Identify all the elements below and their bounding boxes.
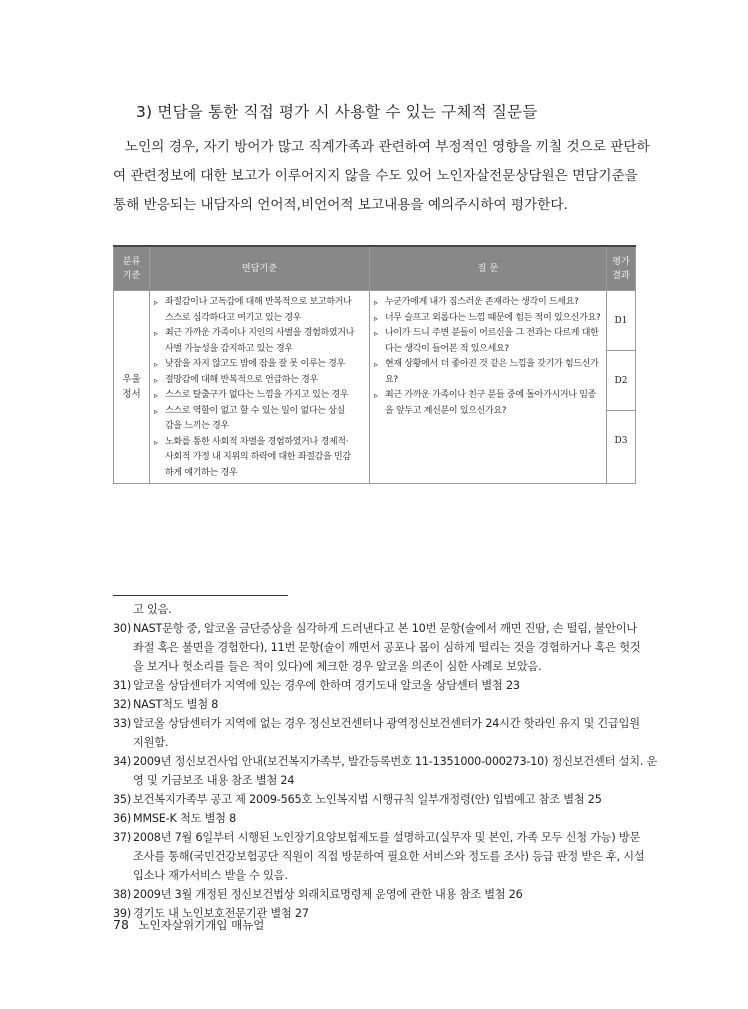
- footnote-number: 30): [113, 622, 132, 635]
- category-cell: [114, 291, 150, 484]
- criteria-item-line: ▹ 스스로 탈출구가 없다는 느낌을 가지고 있는 경우: [165, 390, 349, 400]
- criteria-item: [154, 326, 365, 357]
- questions-item: [374, 295, 602, 311]
- result-d1: D1: [607, 291, 635, 351]
- footnote-line: 알코올 상담센터가 지역에 없는 경우 정신보건센터나 광역정신보건센터가 24시간 핫라인 유지 및 긴급입원: [133, 717, 640, 730]
- header-questions: 질 문: [370, 246, 607, 291]
- criteria-item: [154, 357, 365, 373]
- footnote-line: 지원함.: [133, 736, 169, 749]
- criteria-item-line: 하게 얘기하는 경우: [165, 467, 238, 478]
- header-category-line: 분류: [122, 255, 141, 267]
- footnote-number: 33): [113, 717, 132, 730]
- footnote-line: 조사를 통해(국민건강보험공단 직원이 직접 방문하여 필요한 서비스와 정도를 조사) 등급 판정 받은 후, 시설: [133, 850, 645, 863]
- paragraph-line: 여 관련정보에 대한 보고가 이루어지지 않을 수도 있어 노인자살전문상담원은 면담기준을: [113, 168, 638, 184]
- paragraph-line: 노인의 경우, 자기 방어가 많고 직계가족과 관련하여 부정적인 영향을 끼칠 것으로 판단하: [125, 139, 650, 155]
- footnote-line: 입소나 재가서비스 받을 수 있음.: [133, 869, 288, 882]
- footnote-line: 영 및 기금보조 내용 참조 별첨 24: [133, 774, 295, 787]
- footnote-line: 2009년 3월 개정된 정신보건법상 외래치료명령제 운영에 관한 내용 참조 별첨 26: [133, 888, 523, 901]
- footnote-line: MMSE-K 척도 별첨 8: [133, 812, 237, 825]
- questions-item-line: 다는 생각이 들어본 적 있으세요?: [385, 343, 509, 354]
- footnote-number: 35): [113, 793, 132, 806]
- footnote-line: 고 있음.: [133, 603, 172, 616]
- questions-item: [374, 388, 602, 419]
- criteria-item: [154, 295, 365, 326]
- questions-item-line: ▹ 최근 가까운 가족이나 친구 분들 중에 돌아가시거나 임종: [385, 390, 596, 400]
- criteria-item: [154, 404, 365, 435]
- questions-item: [374, 357, 602, 388]
- criteria-item-line: 스스로 심각하다고 여기고 있는 경우: [165, 312, 302, 323]
- result-cell: [607, 291, 636, 484]
- footnote-line: 경기도 내 노인보호전문기관 별첨 27: [133, 907, 309, 920]
- questions-item: [374, 326, 602, 357]
- criteria-list: [154, 295, 365, 481]
- footnote-number: 34): [113, 755, 132, 768]
- table-row: [114, 291, 636, 484]
- criteria-item-line: 사별 가능성을 감지하고 있는 경우: [165, 343, 293, 354]
- footnote-line: 2008년 7월 6일부터 시행된 노인장기요양보험제도를 설명하고(실무자 및 본인, 가족 모두 신청 가능) 방문: [133, 831, 641, 844]
- footnote-number: 39): [113, 907, 132, 920]
- footnote-number: 37): [113, 831, 132, 844]
- footnote-number: 31): [113, 679, 132, 692]
- footnote: [113, 828, 645, 885]
- header-criteria: 면담기준: [150, 246, 370, 291]
- criteria-cell: [150, 291, 370, 484]
- interview-criteria-table: [113, 245, 636, 484]
- footnote-line: NAST문항 중, 알코올 금단증상을 심각하게 드러낸다고 본 10번 문항(술에서 깨면 진땀, 손 떨림, 불안이나: [133, 622, 637, 635]
- questions-list: [374, 295, 602, 419]
- result-d3: D3: [614, 436, 628, 446]
- footnote-line: NAST척도 별첨 8: [133, 698, 219, 711]
- footnote-number: 38): [113, 888, 132, 901]
- footnote: [113, 790, 641, 809]
- footnote-divider: [113, 595, 288, 596]
- questions-cell: [370, 291, 607, 484]
- criteria-item-line: ▹ 최근 가까운 가족이나 지인의 사별을 경험하였거나: [165, 328, 355, 338]
- footnote-line: 알코올 상담센터가 지역에 있는 경우에 한하며 경기도내 알코올 상담센터 별첨 23: [133, 679, 520, 692]
- page-footer: [113, 917, 264, 933]
- header-category: [114, 246, 150, 291]
- header-result: [607, 246, 636, 291]
- footnote: [113, 809, 641, 828]
- questions-item: [374, 311, 602, 327]
- header-result-line: 평가: [612, 255, 630, 267]
- questions-item-line: 을 앞두고 계신분이 있으신가요?: [385, 405, 507, 416]
- criteria-item-line: ▹ 절망감에 대해 반복적으로 언급하는 경우: [165, 374, 318, 385]
- questions-item-line: ▹ 누군가에게 내가 짐스러운 존재라는 생각이 드세요?: [385, 297, 579, 307]
- footnote-number: 32): [113, 698, 132, 711]
- footnote-number: 36): [113, 812, 132, 825]
- header-category-line: 기준: [122, 269, 141, 281]
- body-paragraph: [113, 133, 650, 220]
- table-header-row: [114, 246, 636, 291]
- criteria-item: [154, 373, 365, 389]
- category-line: 우울: [122, 374, 141, 385]
- criteria-item-line: ▹ 좌절감이나 고독감에 대해 반복적으로 보고하거나: [165, 297, 352, 307]
- criteria-item: [154, 435, 365, 482]
- criteria-item: [154, 388, 365, 404]
- footnote: [113, 752, 658, 790]
- questions-item-line: ▹ 나이가 드니 주변 분들이 어르신을 그 전과는 다르게 대한: [385, 328, 599, 338]
- category-line: 정서: [122, 389, 141, 400]
- paragraph-line: 통해 반응되는 내담자의 언어적,비언어적 보고내용을 예의주시하여 평가한다.: [113, 197, 568, 213]
- footnote: [113, 714, 641, 752]
- footnote: [113, 885, 641, 904]
- criteria-item-line: 감을 느끼는 경우: [165, 421, 229, 431]
- questions-item-line: ▹ 너무 슬프고 외롭다는 느낌 때문에 힘든 적이 있으신가요?: [385, 312, 601, 323]
- criteria-item-line: ▹ 스스로 역할이 없고 할 수 있는 일이 없다는 상실: [165, 405, 345, 416]
- footnote: [113, 676, 641, 695]
- criteria-item-line: ▹ 노화를 통한 사회적 차별을 경험하였거나 경제적·: [165, 436, 349, 447]
- footnote-line: 2009년 정신보건사업 안내(보건복지가족부, 발간등록번호 11-1351000-000273-10) 정신보건센터 설치. 운: [133, 755, 658, 768]
- questions-item-line: ▹ 현재 상황에서 더 좋아진 것 같은 느낌을 갖기가 힘드신가: [385, 359, 599, 369]
- footnote: [113, 600, 641, 619]
- criteria-item-line: ▹ 낮잠을 자지 않고도 밤에 잠을 잘 못 이루는 경우: [165, 359, 345, 369]
- page-number: 78: [113, 917, 129, 932]
- result-d2: D2: [607, 351, 635, 411]
- questions-item-line: 요?: [385, 374, 398, 385]
- criteria-item-line: 사회적 가정 내 지위의 하락에 대한 좌절감을 민감: [165, 452, 351, 462]
- section-heading: 3) 면담을 통한 직접 평가 시 사용할 수 있는 구체적 질문들: [136, 103, 538, 121]
- footnote-line: 보건복지가족부 공고 제 2009-565호 노인복지법 시행규칙 일부개정령(안) 입법예고 참조 별첨 25: [133, 793, 602, 806]
- footnote: [113, 695, 641, 714]
- footnotes: [113, 600, 658, 923]
- header-result-line: 결과: [612, 269, 630, 281]
- footnote-line: 을 보거나 헛소리를 들은 적이 있다)에 체크한 경우 알코올 의존이 심한 사례로 보았음.: [133, 660, 542, 673]
- footnote-line: 좌절 혹은 불면을 경험한다), 11번 문항(술이 깨면서 공포나 몸이 심하게 떨리는 것을 경험하거나 혹은 헛것: [133, 641, 641, 654]
- footnote: [113, 619, 641, 676]
- manual-title: 노인자살위기개입 매뉴얼: [138, 918, 265, 932]
